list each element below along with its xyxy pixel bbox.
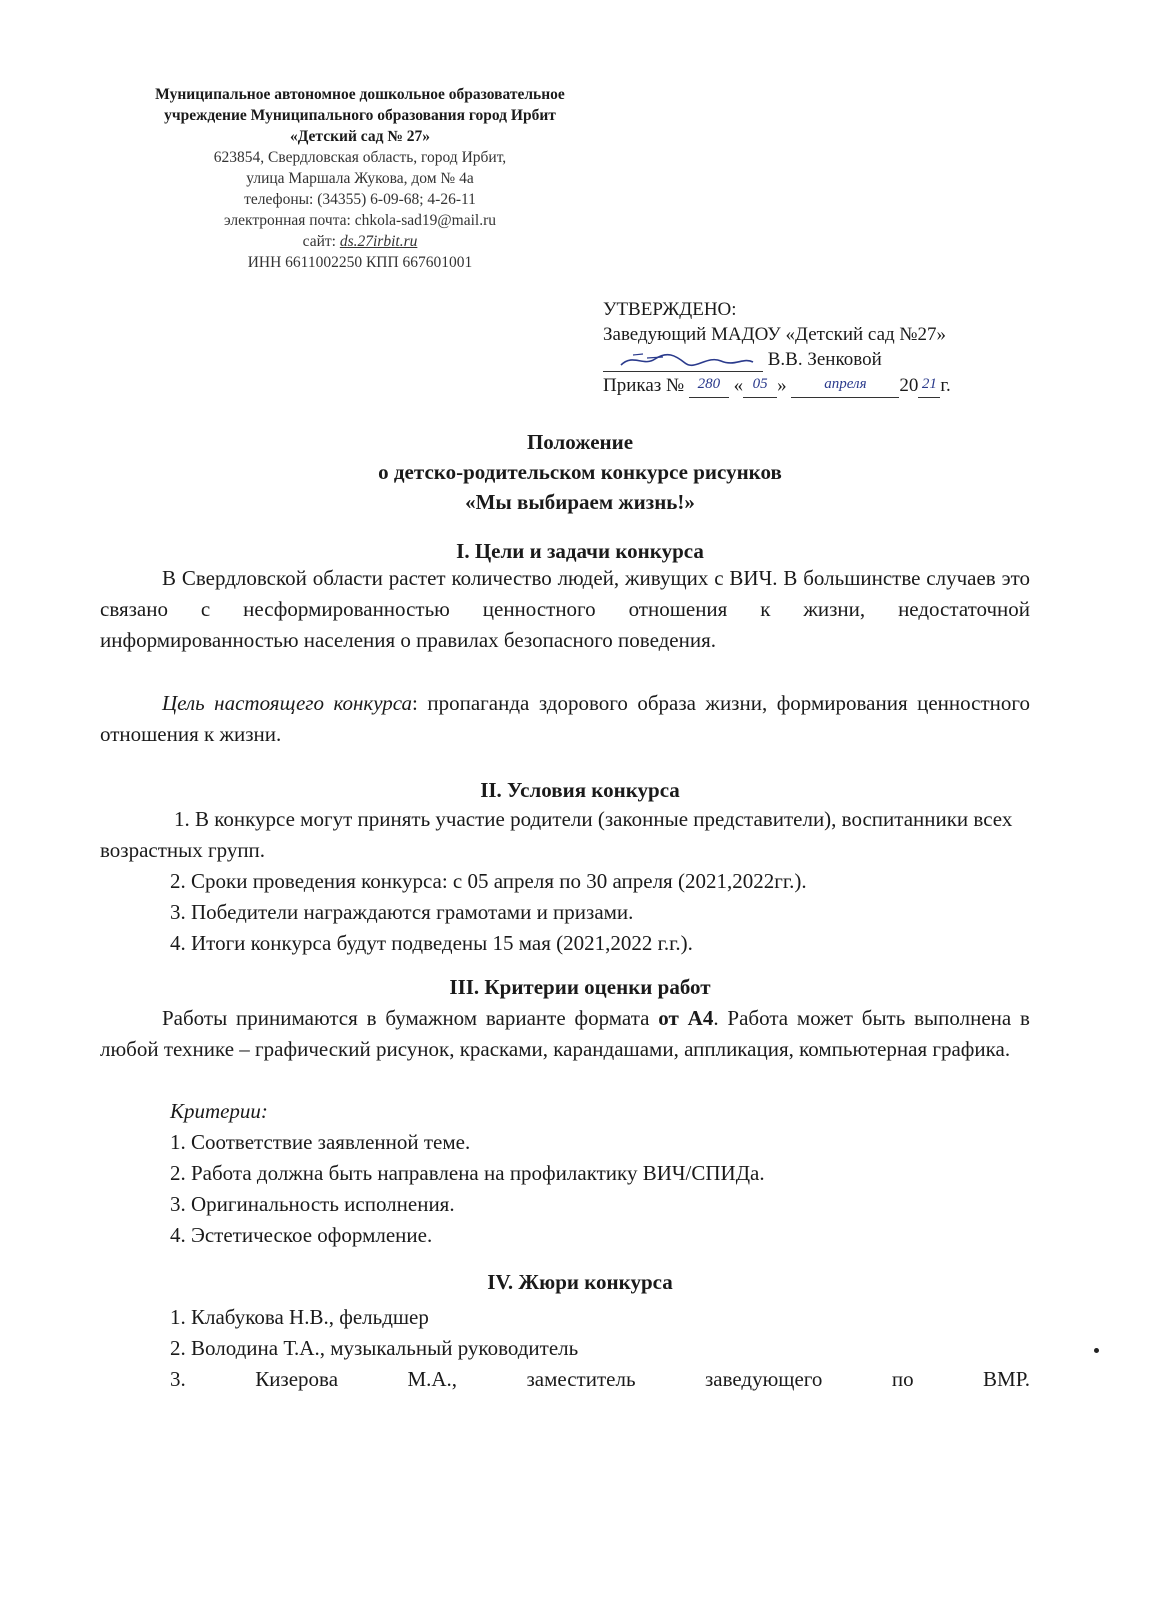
org-name-line2: учреждение Муниципального образования город Ирбит — [164, 107, 556, 124]
approval-block — [603, 297, 1043, 398]
approval-position: Заведующий МАДОУ «Детский сад №27» — [603, 324, 947, 345]
jury-item-3-word: Кизерова — [255, 1367, 339, 1391]
section-3-criteria — [100, 1096, 1030, 1251]
section-1-text: В Свердловской области растет количество людей, живущих с ВИЧ. В большинстве случаев это связано с несформированностью ценностного отношения к жизни, недостаточной информированностью населения о правилах безопасного поведения. — [100, 566, 1030, 652]
jury-item-3-word: заместитель — [526, 1367, 636, 1391]
section-3-format: от А4 — [658, 1006, 714, 1030]
scan-speck — [1094, 1348, 1099, 1353]
signature-line — [603, 349, 763, 372]
conditions-item-4: 4. Итоги конкурса будут подведены 15 мая (2021,2022 г.г.). — [170, 931, 693, 955]
section-3-paragraph — [100, 1003, 1030, 1065]
jury-item-2: 2. Володина Т.А., музыкальный руководитель — [170, 1336, 579, 1360]
approval-signer-name: В.В. Зенковой — [767, 349, 882, 370]
section-3-text-end: . Работа может быть выполнена в любой технике – графический рисунок, красками, карандашами, аппликация, компьютерная графика. — [100, 1006, 1030, 1061]
approval-label: УТВЕРЖДЕНО: — [603, 299, 737, 320]
signature-mark — [603, 349, 763, 371]
org-address-line2: улица Маршала Жукова, дом № 4а — [246, 170, 474, 187]
criteria-item-3: 3. Оригинальность исполнения. — [170, 1192, 455, 1216]
section-3-heading: III. Критерии оценки работ — [449, 975, 711, 999]
order-number: 280 — [689, 372, 729, 398]
org-phones: телефоны: (34355) 6-09-68; 4-26-11 — [244, 191, 476, 208]
organization-header — [100, 84, 620, 273]
goal-text: : пропаганда здорового образа жизни, формирования ценностного отношения к жизни. — [100, 691, 1030, 746]
criteria-label: Критерии: — [170, 1099, 268, 1123]
org-name-line1: Муниципальное автономное дошкольное образовательное — [155, 86, 565, 103]
order-year-prefix: 20 — [899, 375, 919, 396]
org-email: электронная почта: chkola-sad19@mail.ru — [224, 212, 496, 229]
title-line1: Положение — [526, 430, 634, 454]
org-site-label: сайт: — [302, 233, 340, 250]
criteria-item-4: 4. Эстетическое оформление. — [170, 1223, 433, 1247]
order-year-end: г. — [940, 375, 951, 396]
jury-item-3-word: по — [891, 1367, 914, 1391]
section-1-goal — [100, 688, 1030, 750]
conditions-item-1: 1. В конкурсе могут принять участие родители (законные представители), воспитанники всех возрастных групп. — [100, 807, 1013, 862]
document-title — [100, 427, 1060, 517]
jury-item-3-word: заведующего — [704, 1367, 823, 1391]
approval-order: Приказ № 280 « 05 » апреля 20 21 г. — [603, 372, 1043, 398]
section-4-list — [100, 1302, 1030, 1395]
approval-signature-row — [603, 347, 1043, 372]
criteria-item-1: 1. Соответствие заявленной теме. — [170, 1130, 471, 1154]
org-site-link[interactable]: ds.27irbit.ru — [339, 233, 418, 250]
jury-item-3 — [100, 1364, 1030, 1395]
jury-item-1: 1. Клабукова Н.В., фельдшер — [170, 1305, 429, 1329]
conditions-item-3: 3. Победители награждаются грамотами и призами. — [170, 900, 634, 924]
title-line3: «Мы выбираем жизнь!» — [465, 490, 695, 514]
jury-item-3-word: М.А., — [407, 1367, 458, 1391]
org-name-line3: «Детский сад № 27» — [289, 128, 431, 145]
order-month: апреля — [791, 372, 899, 398]
conditions-item-2: 2. Сроки проведения конкурса: с 05 апреля по 30 апреля (2021,2022гг.). — [170, 869, 807, 893]
jury-item-3-word: ВМР. — [983, 1367, 1030, 1391]
section-1-heading: I. Цели и задачи конкурса — [456, 539, 704, 563]
jury-item-3-word: 3. — [170, 1367, 186, 1391]
section-1-paragraph — [100, 563, 1030, 656]
title-line2: о детско-родительском конкурсе рисунков — [378, 460, 782, 484]
goal-label: Цель настоящего конкурса — [162, 691, 413, 715]
section-2-heading: II. Условия конкурса — [480, 778, 680, 802]
section-2-list — [100, 804, 1030, 959]
criteria-item-2: 2. Работа должна быть направлена на профилактику ВИЧ/СПИДа. — [170, 1161, 765, 1185]
order-year-suffix: 21 — [918, 372, 940, 398]
order-day: 05 — [743, 372, 777, 398]
org-site — [100, 231, 620, 252]
org-address-line1: 623854, Свердловская область, город Ирбит, — [213, 149, 507, 166]
section-4-heading: IV. Жюри конкурса — [487, 1270, 673, 1294]
org-inn: ИНН 6611002250 КПП 667601001 — [247, 254, 473, 271]
section-3-text-start: Работы принимаются в бумажном варианте формата — [162, 1006, 659, 1030]
order-prefix: Приказ № — [603, 375, 685, 396]
